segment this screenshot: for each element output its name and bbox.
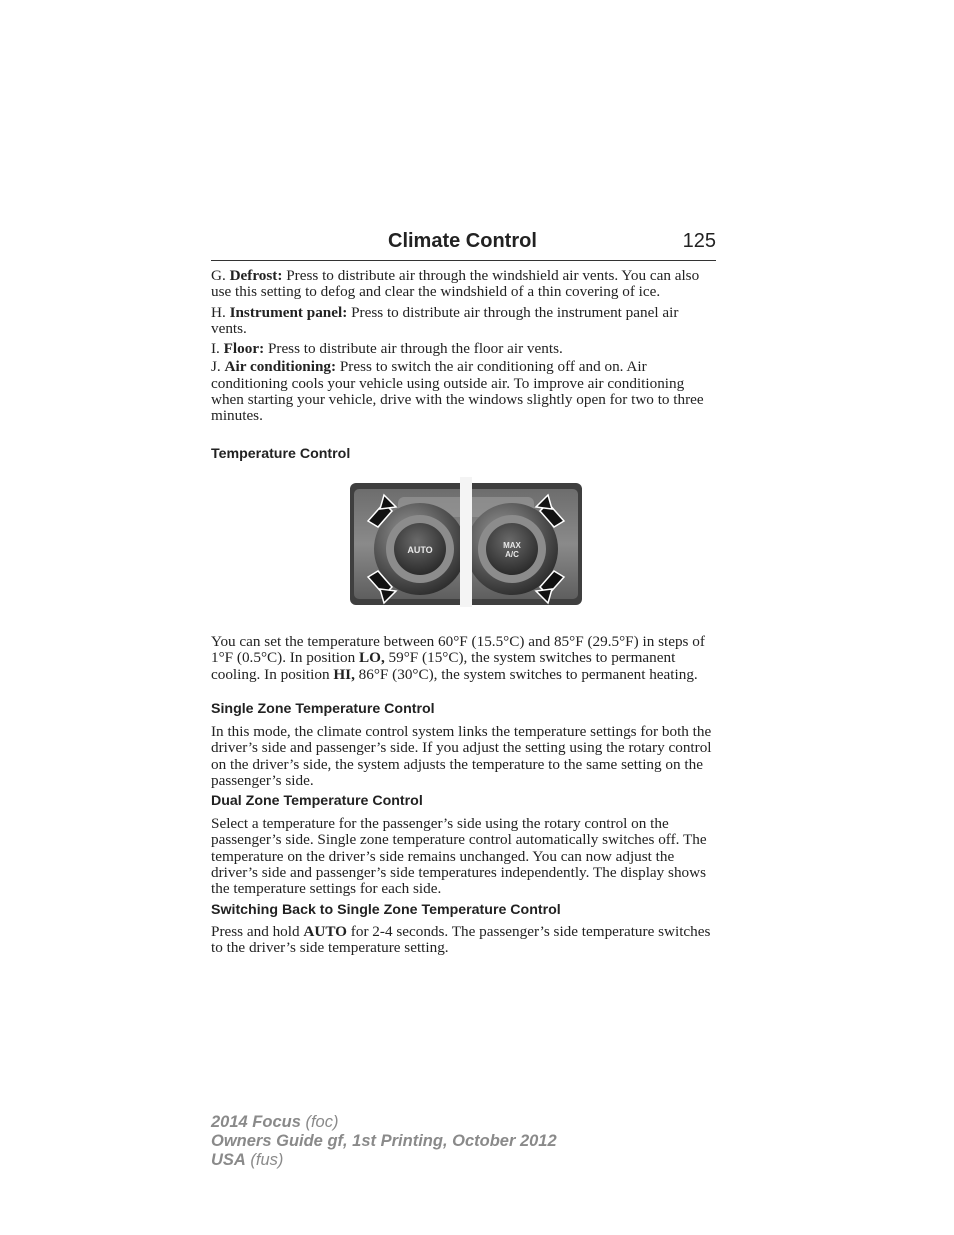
item-text: Press to switch the air conditioning off and on. Air conditioning cools your vehicle using outside air. To improve air conditioning when starting your vehicle, drive with the windows slightly open for two to three minutes. <box>211 358 704 425</box>
item-term: Air conditioning: <box>224 358 337 376</box>
page-number: 125 <box>682 230 716 252</box>
auto-button-label: AUTO <box>407 545 433 555</box>
dual-zone-text: Select a temperature for the passenger’s side using the rotary control on the passenger’s side. Single zone temperature control automatically switches off. The temperature on the driver’s side remains unchanged. You can now adjust the driver’s side and passenger’s side temperatures independently. The display shows the temperature settings for each side. <box>211 815 707 898</box>
switch-text-2: for 2-4 seconds. The passenger’s side temperature switches to the driver’s side temperature setting. <box>211 923 711 957</box>
item-defrost <box>211 268 716 301</box>
item-text: Press to distribute air through the instrument panel air vents. <box>211 303 679 337</box>
item-air-conditioning <box>211 359 716 424</box>
center-divider <box>460 477 472 607</box>
heading-single-zone: Single Zone Temperature Control <box>211 701 435 717</box>
switch-text-1: Press and hold <box>211 923 304 940</box>
max-ac-label-line2: A/C <box>505 550 519 559</box>
footer-market: USA <box>211 1151 246 1169</box>
item-floor <box>211 341 716 357</box>
single-zone-paragraph <box>211 724 716 789</box>
max-ac-label-line1: MAX <box>503 541 521 550</box>
heading-dual-zone: Dual Zone Temperature Control <box>211 793 423 809</box>
auto-term: AUTO <box>303 923 347 940</box>
item-letter: J. <box>211 358 221 376</box>
lo-term: LO, <box>359 649 385 667</box>
page-header <box>211 230 716 261</box>
item-letter: G. <box>211 267 226 284</box>
item-instrument-panel <box>211 305 716 338</box>
heading-switch-back: Switching Back to Single Zone Temperature Control <box>211 902 561 918</box>
footer-market-code: (fus) <box>245 1151 284 1169</box>
page-footer <box>211 1113 557 1170</box>
temp-text-3: 86°F (30°C), the system switches to permanent heating. <box>354 665 698 683</box>
switch-back-paragraph <box>211 924 716 957</box>
temperature-range-paragraph <box>211 634 716 683</box>
heading-temperature-control: Temperature Control <box>211 446 351 462</box>
footer-model-code: (foc) <box>300 1113 339 1131</box>
item-text: Press to distribute air through the windshield air vents. You can also use this setting to defog and clear the windshield of a thin covering of ice. <box>211 267 700 301</box>
temp-text-1: You can set the temperature between 60°F (15.5°C) and 85°F (29.5°F) in steps of 1°F (0.5°C). In position <box>211 633 705 667</box>
item-text: Press to distribute air through the floor air vents. <box>264 340 563 358</box>
footer-model: 2014 Focus <box>211 1113 301 1131</box>
control-items <box>211 268 716 425</box>
hi-term: HI, <box>333 665 355 683</box>
item-term: Defrost: <box>229 267 283 284</box>
temp-text-2: 59°F (15°C), the system switches to permanent cooling. In position <box>211 649 676 683</box>
single-zone-text: In this mode, the climate control system links the temperature settings for both the driver’s side and passenger’s side. If you adjust the setting using the rotary control on the driver’s side, the system adjusts the temperature to the same setting on the passenger’s side. <box>211 723 712 789</box>
section-title: Climate Control <box>388 230 537 252</box>
footer-printing: Owners Guide gf, 1st Printing, October 2012 <box>211 1132 557 1150</box>
item-letter: I. <box>211 340 220 358</box>
item-letter: H. <box>211 303 226 321</box>
item-term: Instrument panel: <box>229 303 348 321</box>
dual-zone-paragraph <box>211 816 716 897</box>
item-term: Floor: <box>223 340 265 358</box>
temperature-control-figure <box>348 477 584 607</box>
